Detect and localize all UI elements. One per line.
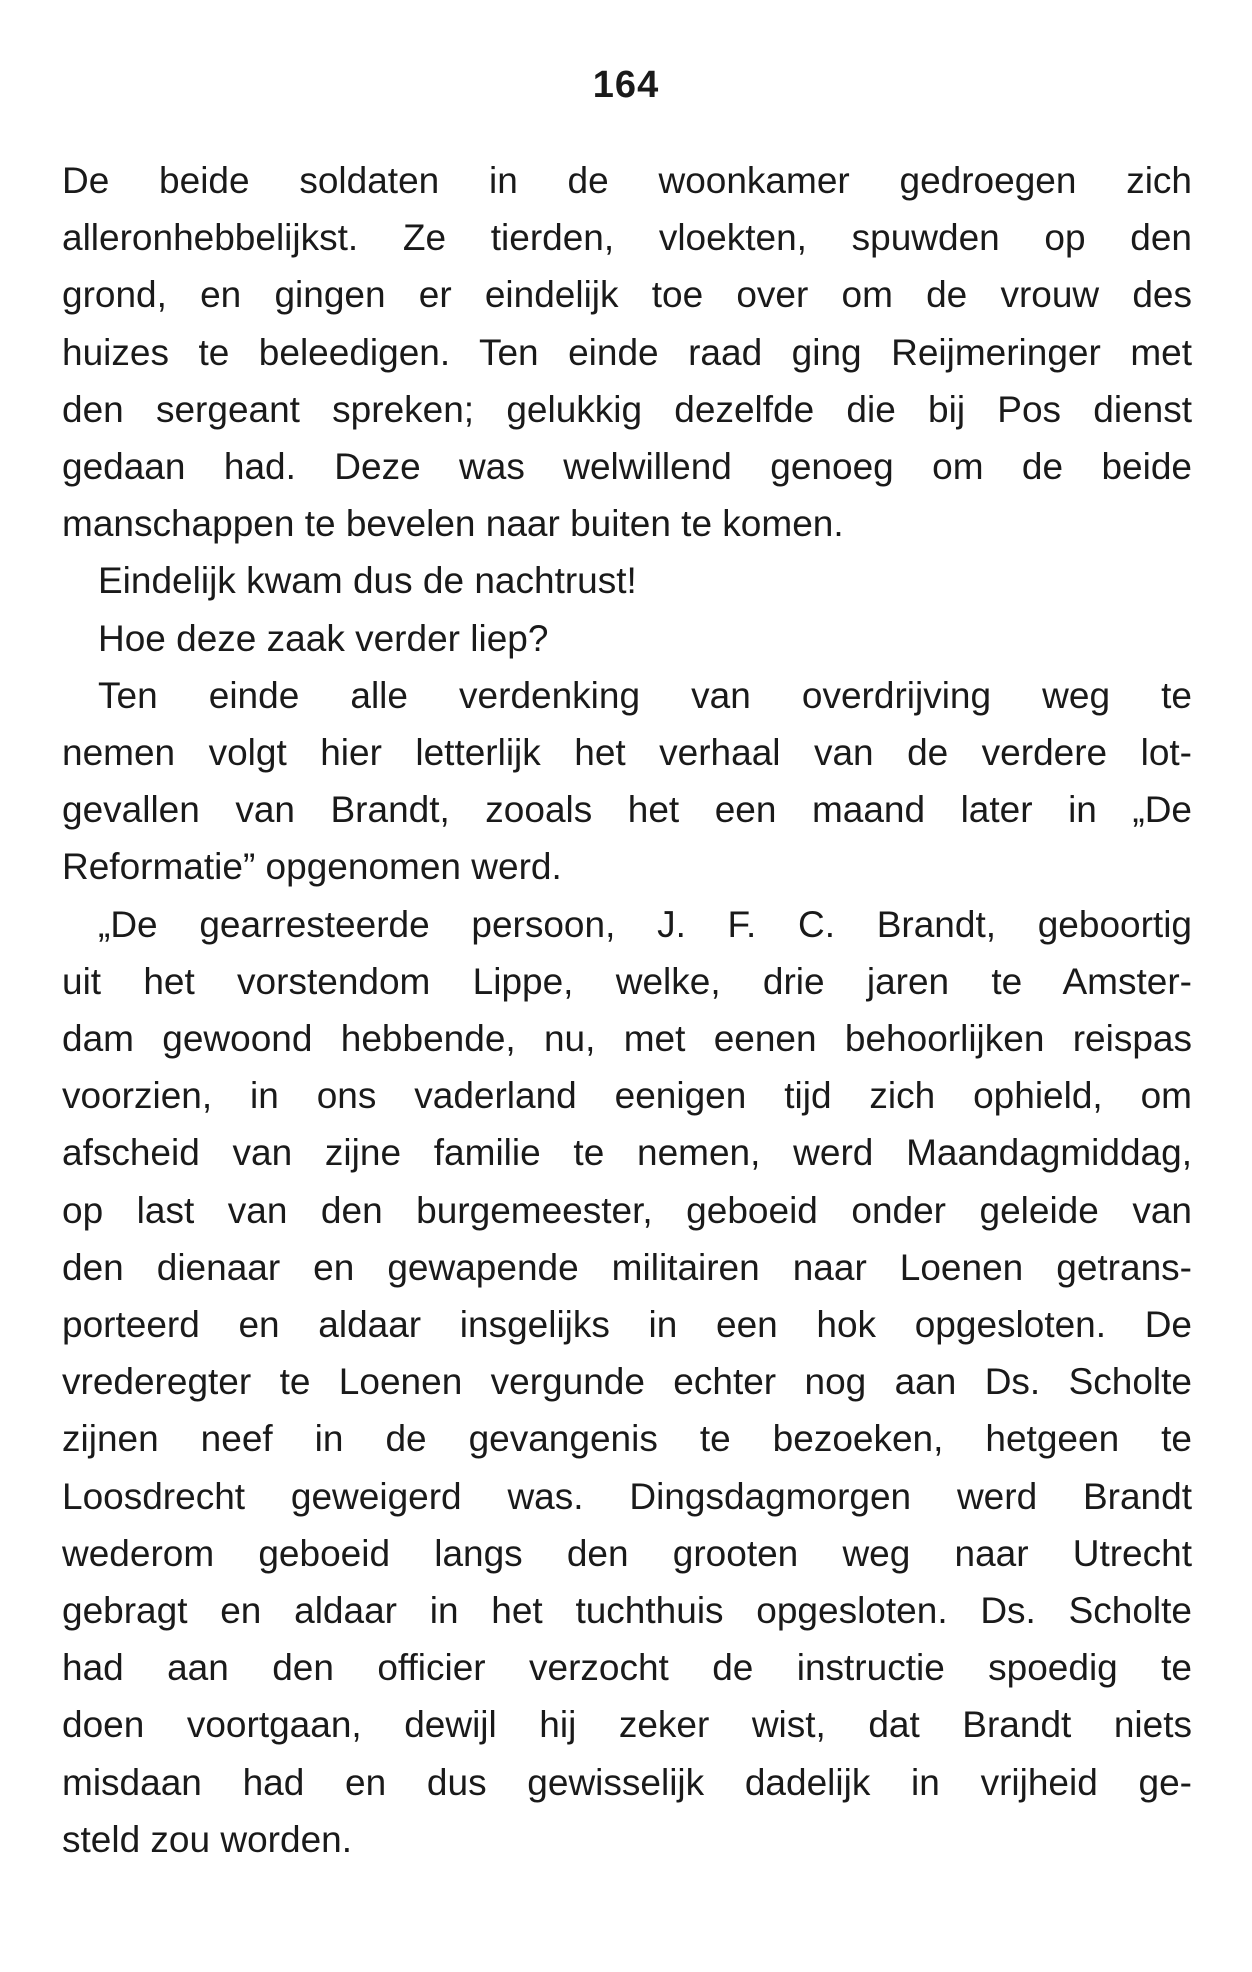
text-line: op last van den burgemeester, geboeid onder geleide van	[62, 1189, 1192, 1231]
text-line: gevallen van Brandt, zooals het een maand later in „De	[62, 789, 1192, 831]
text-line: Loosdrecht geweigerd was. Dingsdagmorgen werd Brandt	[62, 1475, 1192, 1517]
text-line: den sergeant spreken; gelukkig dezelfde die bij Pos dienst	[62, 388, 1192, 430]
text-line: den dienaar en gewapende militairen naar Loenen getrans-	[62, 1246, 1192, 1288]
text-line: steld zou worden.	[62, 1818, 353, 1860]
text-line: nemen volgt hier letterlijk het verhaal van de verdere lot-	[62, 732, 1192, 774]
text-line: Reformatie” opgenomen werd.	[62, 846, 562, 888]
text-line: huizes te beleedigen. Ten einde raad ging Reijmeringer met	[62, 331, 1192, 373]
text-line: Eindelijk kwam dus de nachtrust!	[98, 560, 637, 602]
text-line: De beide soldaten in de woonkamer gedroegen zich	[62, 160, 1192, 201]
text-line: wederom geboeid langs den grooten weg naar Utrecht	[62, 1532, 1192, 1574]
page-number: 164	[592, 64, 660, 106]
text-line: zijnen neef in de gevangenis te bezoeken, hetgeen te	[62, 1418, 1192, 1460]
text-line: grond, en gingen er eindelijk toe over om de vrouw des	[62, 274, 1192, 316]
text-line: „De gearresteerde persoon, J. F. C. Brandt, geboortig	[98, 903, 1192, 945]
text-line: voorzien, in ons vaderland eenigen tijd zich ophield, om	[62, 1075, 1192, 1117]
text-line: Ten einde alle verdenking van overdrijving weg te	[98, 674, 1192, 716]
text-line: dam gewoond hebbende, nu, met eenen behoorlijken reispas	[62, 1018, 1192, 1060]
text-line: vrederegter te Loenen vergunde echter nog aan Ds. Scholte	[62, 1361, 1192, 1403]
text-line: afscheid van zijne familie te nemen, werd Maandagmiddag,	[62, 1132, 1192, 1174]
text-line: uit het vorstendom Lippe, welke, drie jaren te Amster-	[62, 960, 1192, 1002]
text-line: Hoe deze zaak verder liep?	[98, 617, 549, 659]
text-line: porteerd en aldaar insgelijks in een hok opgesloten. De	[62, 1304, 1192, 1346]
text-line: doen voortgaan, dewijl hij zeker wist, dat Brandt niets	[62, 1704, 1192, 1746]
text-line: misdaan had en dus gewisselijk dadelijk in vrijheid ge-	[62, 1761, 1192, 1803]
body-text	[62, 152, 1192, 1868]
text-line: had aan den officier verzocht de instructie spoedig te	[62, 1647, 1192, 1689]
text-line: gedaan had. Deze was welwillend genoeg om de beide	[62, 446, 1192, 488]
text-line: alleronhebbelijkst. Ze tierden, vloekten, spuwden op den	[62, 217, 1192, 259]
text-line: manschappen te bevelen naar buiten te komen.	[62, 503, 844, 545]
text-line: gebragt en aldaar in het tuchthuis opgesloten. Ds. Scholte	[62, 1590, 1192, 1632]
